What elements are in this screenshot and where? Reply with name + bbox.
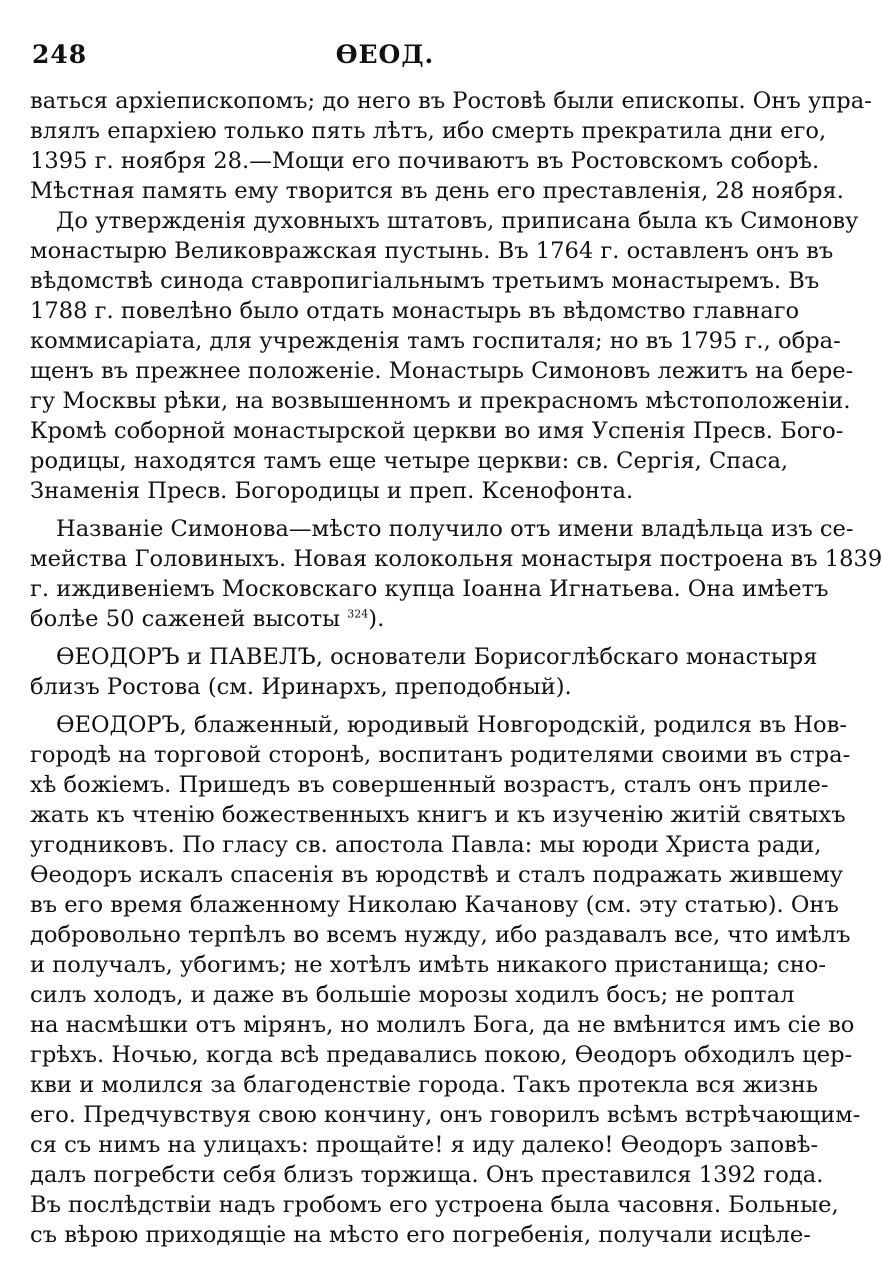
text-line: ваться архіепископомъ; до него въ Ростовѣ были епископы. Онъ упра- (30, 88, 872, 114)
text-line: угодниковъ. По гласу св. апостола Павла: мы юроди Христа ради, (30, 832, 822, 858)
running-title: ӨЕОД. (335, 40, 435, 69)
text-line: жать къ чтенію божественныхъ книгъ и къ изученію житій святыхъ (30, 802, 846, 828)
text-line: Знаменія Пресв. Богородицы и преп. Ксенофонта. (30, 478, 634, 504)
paragraph (30, 710, 861, 1250)
paragraph (30, 514, 882, 634)
paragraph (30, 206, 859, 506)
text-line: силъ холодъ, и даже въ большіе морозы ходилъ босъ; не роптал (30, 982, 795, 1008)
text-line: монастырю Великовражская пустынь. Въ 1764 г. оставленъ онъ въ (30, 238, 834, 264)
footnote-ref: 324 (347, 607, 369, 621)
paragraph (30, 642, 818, 702)
text-line: Кромѣ соборной монастырской церкви во имя Успенія Пресв. Бого- (30, 418, 844, 444)
text-line: ӨЕОДОРЪ, блаженный, юродивый Новгородскій, родился въ Нов- (56, 712, 847, 738)
text-line: на насмѣшки отъ мірянъ, но молилъ Бога, да не вмѣнится имъ сіе во (30, 1012, 855, 1038)
text-line: его. Предчувствуя свою кончину, онъ говорилъ всѣмъ встрѣчающим- (30, 1102, 861, 1128)
text-line: кви и молился за благоденствіе города. Такъ протекла вся жизнь (30, 1072, 819, 1098)
page-number: 248 (32, 40, 88, 69)
body-text (30, 86, 882, 1250)
text-line: мейства Головиныхъ. Новая колокольня монастыря построена въ 1839 (30, 546, 882, 572)
text-line: городѣ на торговой сторонѣ, воспитанъ родителями своими въ стра- (30, 742, 851, 768)
paragraph (30, 86, 872, 206)
text-line: и получалъ, убогимъ; не хотѣлъ имѣть никакого пристанища; сно- (30, 952, 827, 978)
page-header (30, 0, 740, 86)
text-line: 1395 г. ноября 28.—Мощи его почиваютъ въ Ростовскомъ соборѣ. (30, 148, 820, 174)
text-fragment: ). (368, 606, 385, 632)
text-line: щенъ въ прежнее положеніе. Монастырь Симоновъ лежитъ на бере- (30, 358, 854, 384)
text-line: хѣ божіемъ. Пришедъ въ совершенный возрастъ, сталъ онъ приле- (30, 772, 829, 798)
text-line: близъ Ростова (см. Иринархъ, преподобный). (30, 674, 572, 700)
text-line: ӨЕОДОРЪ и ПАВЕЛЪ, основатели Борисоглѣбскаго монастыря (56, 644, 818, 670)
text-line: ся съ нимъ на улицахъ: прощайте! я иду далеко! Өеодоръ заповѣ- (30, 1132, 819, 1158)
text-line: вѣдомствѣ синода ставропигіальнымъ третьимъ монастыремъ. Въ (30, 268, 820, 294)
text-line: родицы, находятся тамъ еще четыре церкви: св. Сергія, Спаса, (30, 448, 789, 474)
text-line: Мѣстная память ему творится въ день его преставленія, 28 ноября. (30, 178, 844, 204)
text-line: Названіе Симонова—мѣсто получило отъ имени владѣльца изъ се- (56, 516, 854, 542)
text-line-with-footnote (30, 604, 740, 634)
text-line: гу Москвы рѣки, на возвышенномъ и прекрасномъ мѣстоположеніи. (30, 388, 851, 414)
text-line: далъ погребсти себя близъ торжища. Онъ преставился 1392 года. (30, 1162, 824, 1188)
text-line: грѣхъ. Ночью, когда всѣ предавались покою, Өеодоръ обходилъ цер- (30, 1042, 853, 1068)
text-line: г. иждивеніемъ Московскаго купца Іоанна Игнатьева. Она имѣетъ (30, 576, 829, 602)
text-line: Въ послѣдствіи надъ гробомъ его устроена была часовня. Больные, (30, 1192, 839, 1218)
text-line: 1788 г. повелѣно было отдать монастырь въ вѣдомство главнаго (30, 298, 800, 324)
text-line: добровольно терпѣлъ во всемъ нужду, ибо раздавалъ все, что имѣлъ (30, 922, 851, 948)
text-line: Өеодоръ искалъ спасенія въ юродствѣ и сталъ подражать жившему (30, 862, 844, 888)
text-line: коммисаріата, для учрежденія тамъ госпиталя; но въ 1795 г., обра- (30, 328, 841, 354)
text-line: До утвержденія духовныхъ штатовъ, приписана была къ Симонову (56, 208, 859, 234)
text-fragment: болѣе 50 саженей высоты (30, 606, 341, 632)
text-line: съ вѣрою приходящіе на мѣсто его погребенія, получали исцѣле- (30, 1222, 811, 1248)
text-line: въ его время блаженному Николаю Качанову (см. эту статью). Онъ (30, 892, 839, 918)
text-line: влялъ епархіею только пять лѣтъ, ибо смерть прекратила дни его, (30, 118, 827, 144)
